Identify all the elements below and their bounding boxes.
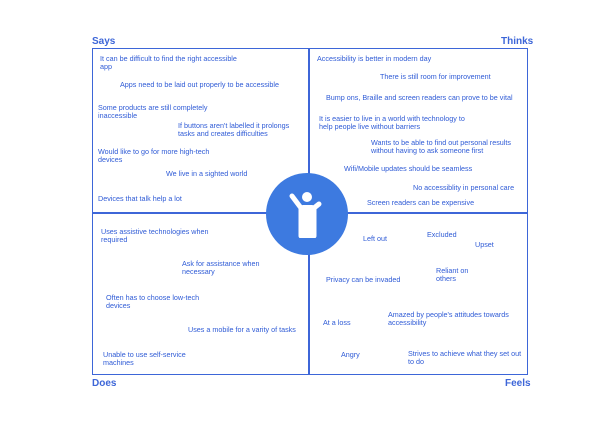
feels-note: Strives to achieve what they set out to do [408,349,522,366]
feels-note: Angry [341,350,360,359]
feels-note: Excluded [427,230,457,239]
does-note: Uses a mobile for a varity of tasks [188,325,296,334]
does-note: Ask for assistance when necessary [182,259,260,276]
person-waving-icon [286,190,328,238]
says-note: Would like to go for more high-tech devices [98,147,210,164]
feels-note: Upset [475,240,494,249]
persona-hub [266,173,348,255]
thinks-note: Bump ons, Braille and screen readers can prove to be vital [326,93,513,102]
says-note: If buttons aren't labelled it prolongs tasks and creates difficulties [178,121,290,138]
thinks-note: Wifi/Mobile updates should be seamless [344,164,473,173]
says-label: Says [92,36,116,47]
feels-note: Privacy can be invaded [326,275,401,284]
says-note: Apps need to be laid out properly to be accessible [120,80,280,89]
thinks-note: It is easier to live in a world with technology to help people live without barriers [319,114,465,131]
thinks-note: Wants to be able to find out personal results without having to ask someone first [371,138,511,155]
does-note: Unable to use self-service machines [103,350,186,367]
thinks-note: No accessiblity in personal care [413,183,515,192]
says-note: Some products are still completely inaccessible [98,103,208,120]
feels-note: Amazed by people's attitudes towards accessibility [388,310,509,327]
thinks-note: Accessibility is better in modern day [317,54,432,63]
feels-note: At a loss [323,318,351,327]
feels-label: Feels [505,378,531,389]
says-note: It can be difficult to find the right accessible app [100,54,237,71]
does-note: Uses assistive technologies when required [101,227,209,244]
thinks-label: Thinks [501,36,534,47]
says-note: Devices that talk help a lot [98,194,182,203]
thinks-note: There is still room for improvement [380,72,491,81]
does-label: Does [92,378,117,389]
feels-note: Reliant on others [436,266,469,283]
thinks-note: Screen readers can be expensive [367,198,475,207]
says-note: We live in a sighted world [166,169,248,178]
feels-note: Left out [363,234,387,243]
does-note: Often has to choose low-tech devices [106,293,200,310]
